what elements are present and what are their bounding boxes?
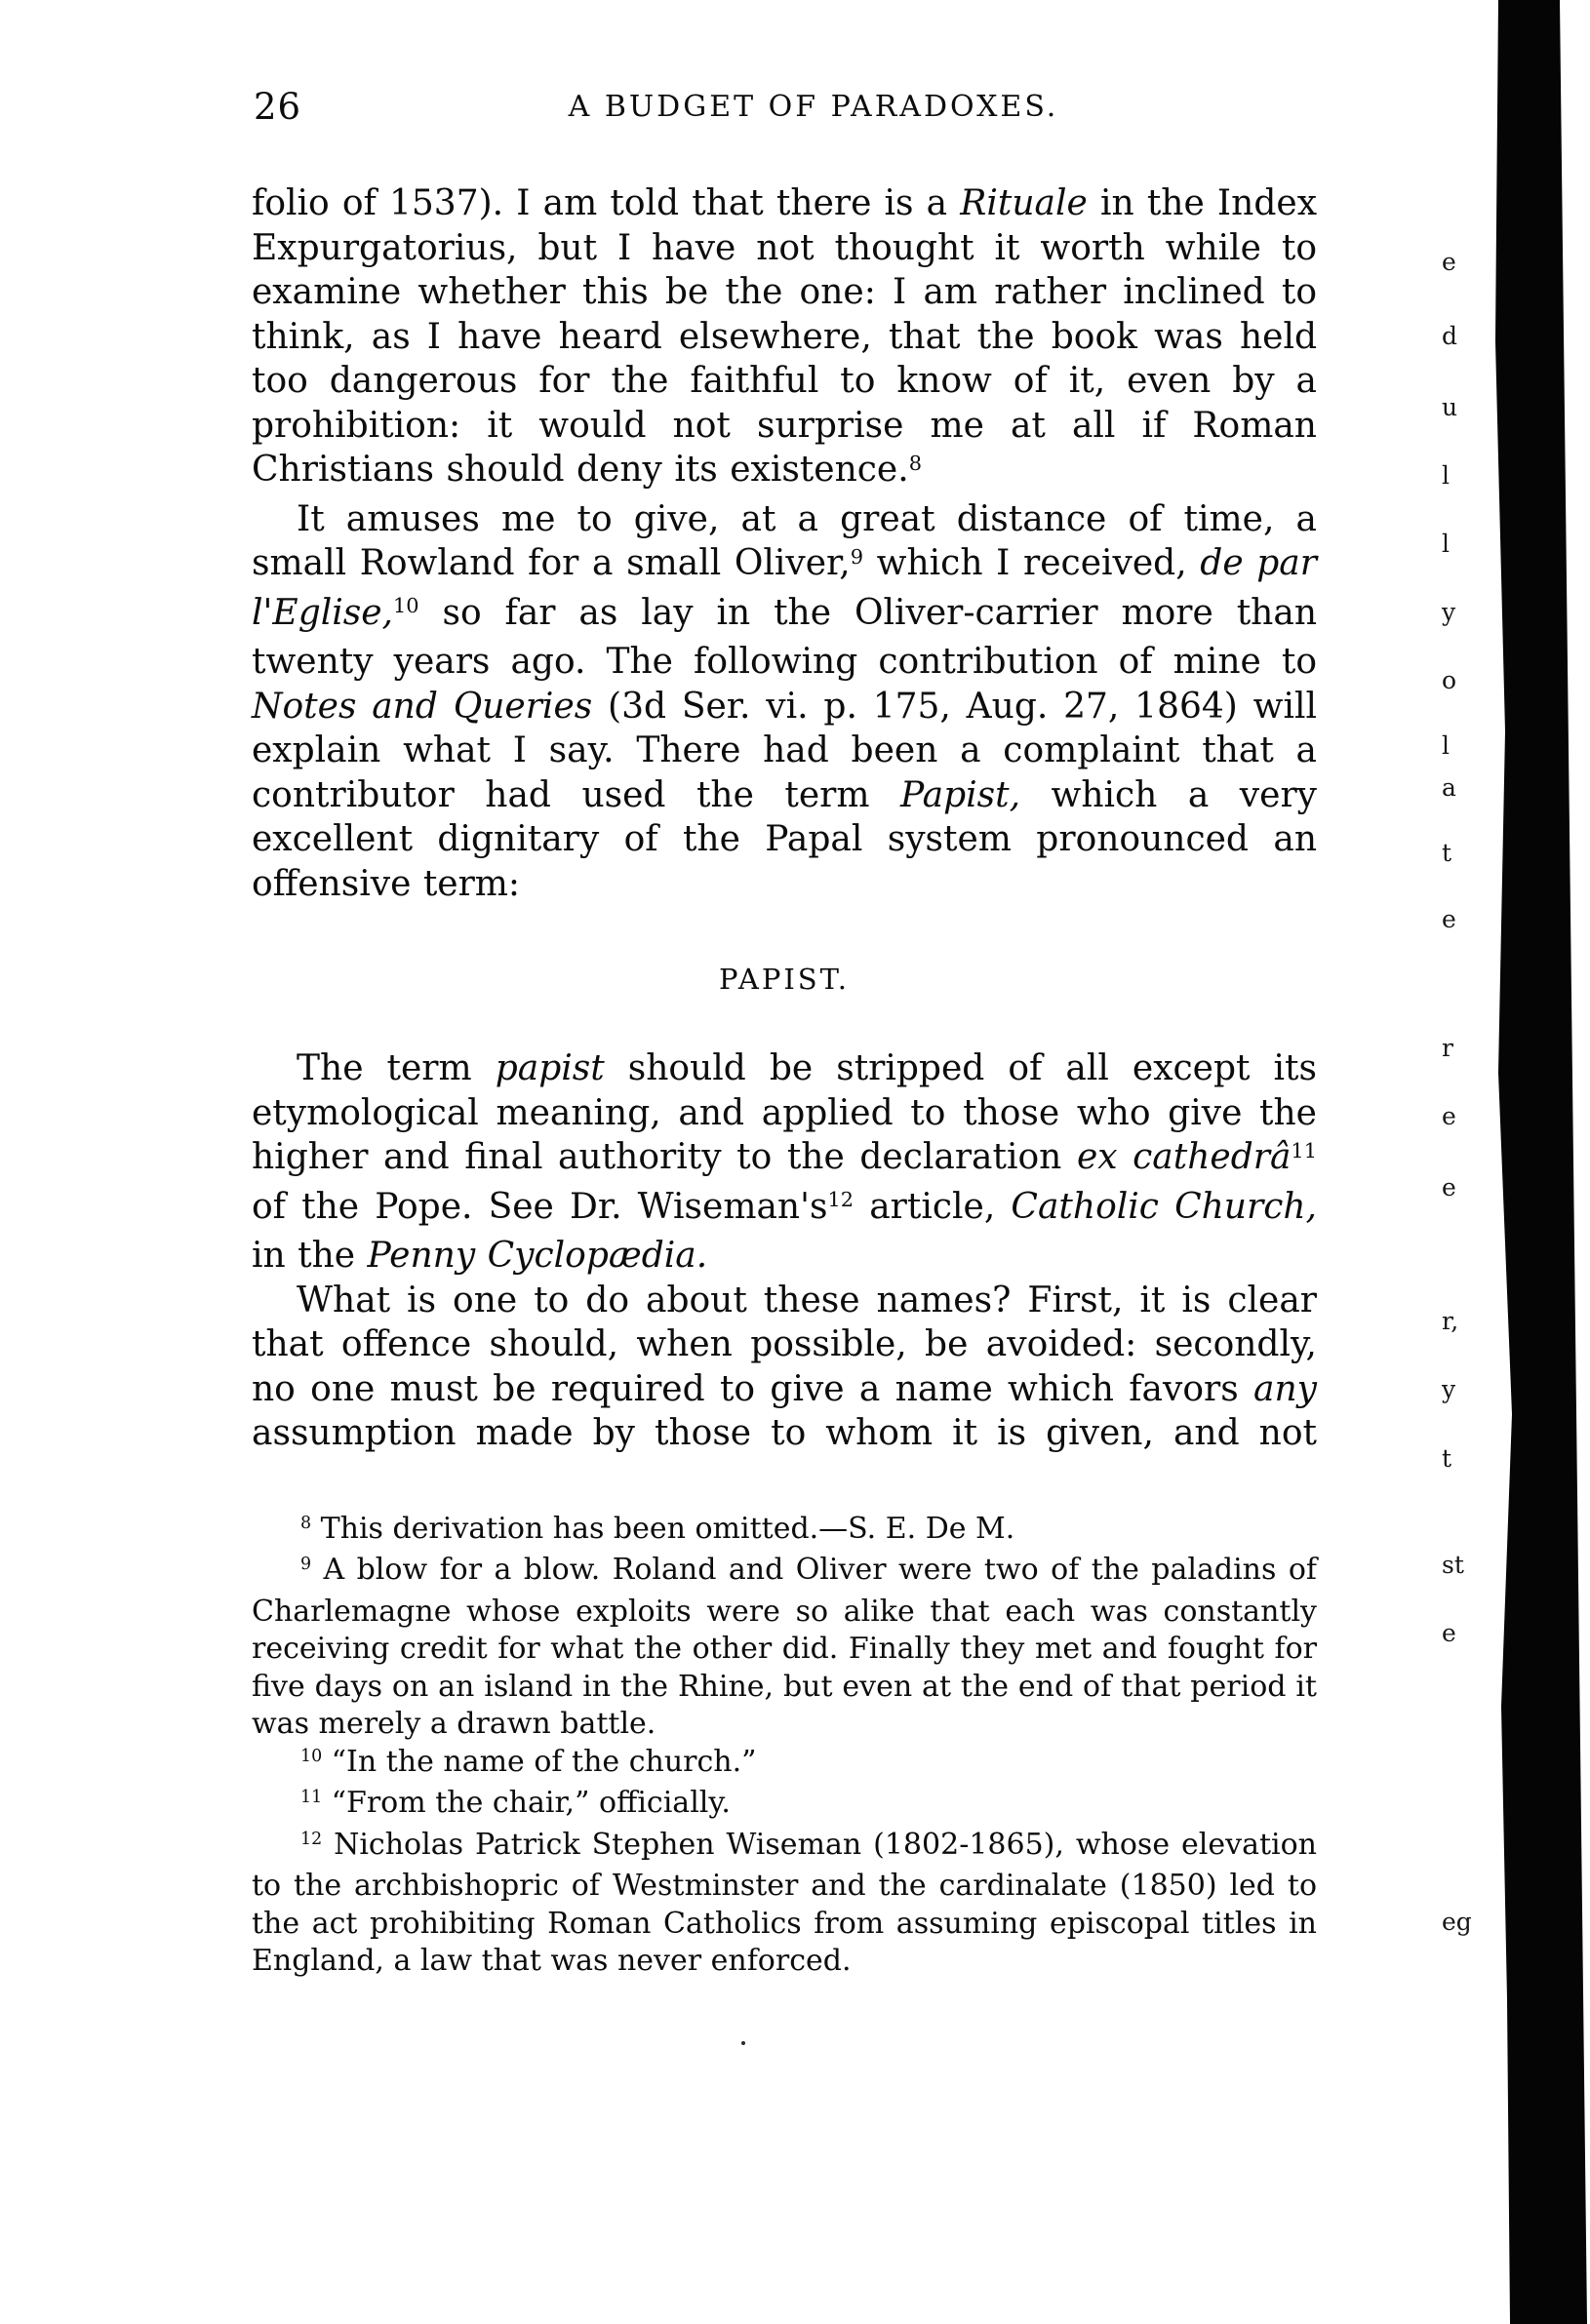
footnote: $^8$ This derivation has been omitted.—S. E. De M. bbox=[300, 1511, 1015, 1546]
paragraph: folio of 1537). I am told that there is a Rituale in the Index Expurgatorius, but I have not thought it worth while to examine whether this be the one: I am rather inclined to think, as I have heard elsewhere, that the book was held too dangerous for the faithful to know of it, even by a prohibition: it would not surprise me at all if Roman Christians should deny its existence.$^8$ bbox=[252, 183, 1317, 490]
running-header: A BUDGET OF PARADOXES. bbox=[568, 90, 1059, 124]
paragraph: The term papist should be stripped of all except its etymological meaning, and applied to those who give the higher and final authority to the declaration ex cathedrâ$^{11}$ of the Pope. See Dr. $Wiseman's^{12}$ article, Catholic Church, in the Penny Cyclopædia. bbox=[252, 1048, 1317, 1276]
footnote: $^{12}$ Nicholas Patrick Stephen Wiseman (1802-1865), whose elevation to the archbishopric of Westminster and the cardinalate (1850) led to the act prohibiting Roman Catholics from assuming episcopal titles in England, a law that was never enforced. bbox=[252, 1827, 1317, 1978]
footnote: $^{11}$ “From the chair,” officially. bbox=[300, 1786, 731, 1820]
page-number: 26 bbox=[254, 86, 302, 128]
paragraph: What is one to do about these names? First, it is clear that offence should, when possible, be avoided: secondly, no one must be required to give a name which favors any assumption made by those to whom it is given, and not bbox=[252, 1280, 1317, 1453]
footnotes-block bbox=[252, 1511, 1317, 1981]
footnote: $^9$ A blow for a blow. Roland and Oliver were two of the paladins of Charlemagne whose exploits were so alike that each was constantly receiving credit for what the other did. Finally they met and fought for five days on an island in the Rhine, but even at the end of that period it was merely a drawn battle. bbox=[252, 1553, 1317, 1741]
gutter-text-fragments: e d u l l y o l a t e r e e r, y t st e eg bbox=[1442, 248, 1472, 1936]
footnote: $^{10}$ “In the name of the church.” bbox=[300, 1744, 757, 1779]
section-heading: PAPIST. bbox=[719, 963, 850, 996]
paragraph: It amuses me to give, at a great distance of time, a small Rowland for a small Oliver,$^9$ which I received, de par l'Eglise,$^{10}$ so far as lay in the Oliver-carrier more than twenty years ago. The following contribution of mine to Notes and Queries (3d Ser. vi. p. 175, Aug. 27, 1864) will explain what I say. There had been a complaint that a contributor had used the term Papist, which a very excellent dignitary of the Papal system pronounced an offensive term: bbox=[252, 498, 1317, 904]
text-block bbox=[252, 181, 1317, 1981]
page-header bbox=[252, 86, 1317, 129]
scan-speck bbox=[741, 2041, 745, 2045]
